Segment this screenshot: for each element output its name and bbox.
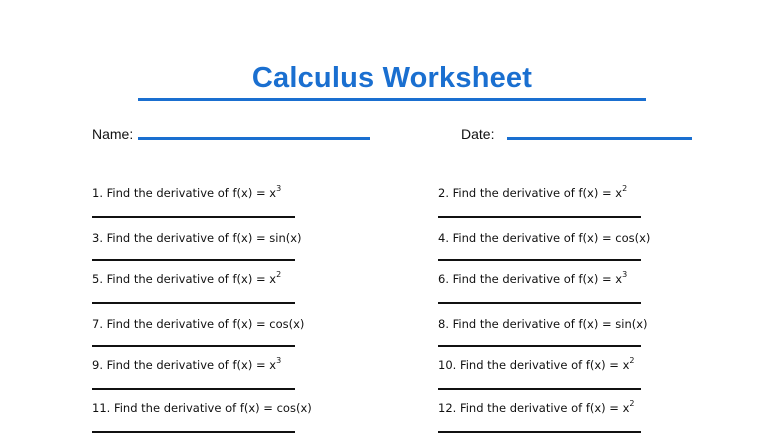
problem-7-expr: cos(x) (269, 316, 305, 331)
name-label: Name: (92, 126, 134, 142)
problem-1 (92, 185, 281, 200)
problem-10-text: 10. Find the derivative of f(x) = (438, 357, 623, 372)
problem-5 (92, 271, 281, 286)
problem-8 (438, 316, 648, 331)
problem-10 (438, 357, 635, 372)
title-underline (138, 98, 646, 101)
problem-2-exponent: 2 (622, 184, 628, 193)
problem-12 (438, 400, 635, 415)
problem-7 (92, 316, 304, 331)
answer-line-8[interactable] (438, 345, 641, 347)
problem-10-expr: x (622, 357, 630, 372)
problem-4-text: 4. Find the derivative of f(x) = (438, 230, 616, 245)
worksheet-title: Calculus Worksheet (251, 62, 533, 94)
problem-11-expr: cos(x) (276, 400, 312, 415)
problem-3-text: 3. Find the derivative of f(x) = (92, 230, 270, 245)
problem-1-text: 1. Find the derivative of f(x) = (92, 185, 270, 200)
problem-2-expr: x (615, 185, 623, 200)
problem-2-text: 2. Find the derivative of f(x) = (438, 185, 616, 200)
problem-5-expr: x (269, 271, 277, 286)
problem-12-expr: x (622, 400, 630, 415)
problem-3 (92, 230, 302, 245)
answer-line-1[interactable] (92, 216, 295, 218)
answer-line-6[interactable] (438, 302, 641, 304)
answer-line-12[interactable] (438, 431, 641, 433)
problem-11-text: 11. Find the derivative of f(x) = (92, 400, 277, 415)
problem-9-text: 9. Find the derivative of f(x) = (92, 357, 270, 372)
problem-5-exponent: 2 (276, 270, 282, 279)
answer-line-11[interactable] (92, 431, 295, 433)
problem-12-exponent: 2 (629, 399, 635, 408)
answer-line-9[interactable] (92, 388, 295, 390)
problem-4 (438, 230, 650, 245)
problem-11 (92, 400, 312, 415)
answer-line-2[interactable] (438, 216, 641, 218)
answer-line-3[interactable] (92, 259, 295, 261)
problem-9-expr: x (269, 357, 277, 372)
name-field-line[interactable] (138, 137, 370, 140)
problem-3-expr: sin(x) (269, 230, 302, 245)
answer-line-5[interactable] (92, 302, 295, 304)
problem-9-exponent: 3 (276, 356, 282, 365)
problem-9 (92, 357, 281, 372)
problem-5-text: 5. Find the derivative of f(x) = (92, 271, 270, 286)
problem-4-expr: cos(x) (615, 230, 651, 245)
problem-12-text: 12. Find the derivative of f(x) = (438, 400, 623, 415)
problem-6-expr: x (615, 271, 623, 286)
answer-line-4[interactable] (438, 259, 641, 261)
date-label: Date: (461, 126, 495, 142)
problem-7-text: 7. Find the derivative of f(x) = (92, 316, 270, 331)
problem-6-exponent: 3 (622, 270, 628, 279)
problem-1-exponent: 3 (276, 184, 282, 193)
problem-1-expr: x (269, 185, 277, 200)
problem-8-text: 8. Find the derivative of f(x) = (438, 316, 616, 331)
problem-6-text: 6. Find the derivative of f(x) = (438, 271, 616, 286)
date-field-line[interactable] (507, 137, 692, 140)
answer-line-10[interactable] (438, 388, 641, 390)
problem-10-exponent: 2 (629, 356, 635, 365)
answer-line-7[interactable] (92, 345, 295, 347)
problem-6 (438, 271, 627, 286)
problem-8-expr: sin(x) (615, 316, 648, 331)
problem-2 (438, 185, 627, 200)
